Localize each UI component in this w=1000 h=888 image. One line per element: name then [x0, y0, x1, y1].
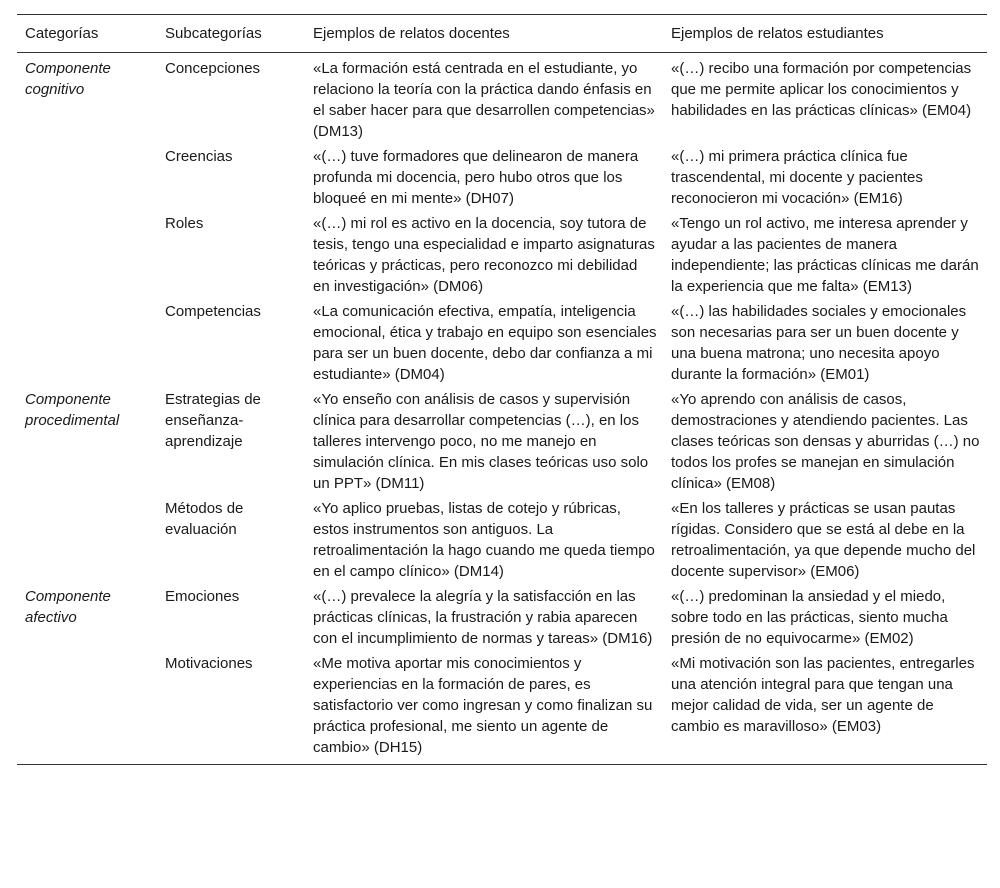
category-cell: [17, 211, 157, 299]
header-subcategorias: Subcategorías: [157, 15, 305, 53]
teacher-quote-cell: «Yo enseño con análisis de casos y supervisión clínica para desarrollar competencias (…), en los talleres intervengo poco, no me manejo en simulación clínica. En mis clases teóricas uso solo un PPT» (DM11): [313, 391, 649, 492]
student-quote-cell: «Yo aprendo con análisis de casos, demostraciones y atendiendo pacientes. Las clases teóricas son densas y aburridas (…) no todos los profes se manejan en simulación clínica» (EM08): [671, 391, 980, 492]
subcategory-cell: Métodos de evaluación: [165, 500, 244, 538]
teacher-quote-cell: «La formación está centrada en el estudiante, yo relaciono la teoría con la práctica dando énfasis en el saber hacer para que desarrollen competencias» (DM13): [313, 60, 655, 140]
table-row: [17, 53, 987, 145]
category-cell: Componente cognitivo: [25, 60, 111, 98]
teacher-quote-cell: «La comunicación efectiva, empatía, inteligencia emocional, ética y trabajo en equipo son esenciales para ser un buen docente, debo dar confianza a mi estudiante» (DM04): [313, 303, 657, 383]
student-quote-cell: «(…) las habilidades sociales y emocionales son necesarias para ser un buen docente y una buena matrona; uno necesita apoyo durante la formación» (EM01): [671, 303, 967, 383]
subcategory-cell: Creencias: [165, 148, 233, 165]
table-row: [17, 651, 987, 765]
student-quote-cell: «En los talleres y prácticas se usan pautas rígidas. Considero que se está al debe en la retroalimentación, ya que depende mucho del docente supervisor» (EM06): [671, 500, 976, 580]
student-quote-cell: «(…) recibo una formación por competencias que me permite aplicar los conocimientos y habilidades en las prácticas clínicas» (EM04): [671, 60, 972, 119]
teacher-quote-cell: «(…) prevalece la alegría y la satisfacción en las prácticas clínicas, la frustración y rabia aparecen con el incumplimiento de normas y tareas» (DM16): [313, 588, 653, 647]
category-cell: [17, 299, 157, 387]
category-cell: [17, 651, 157, 765]
header-relatos-docentes: Ejemplos de relatos docentes: [305, 15, 663, 53]
table-row: [17, 211, 987, 299]
student-quote-cell: «(…) mi primera práctica clínica fue trascendental, mi docente y pacientes reconocieron mi vocación» (EM16): [671, 148, 923, 207]
teacher-quote-cell: «(…) mi rol es activo en la docencia, soy tutora de tesis, tengo una especialidad e imparto asignaturas teóricas y prácticas, pero reconozco mi debilidad en investigación» (DM06): [313, 215, 655, 295]
subcategory-cell: Competencias: [165, 303, 261, 320]
subcategory-cell: Motivaciones: [157, 651, 305, 765]
subcategory-cell: Roles: [165, 215, 204, 232]
table-row: [17, 584, 987, 651]
category-cell: Componente procedimental: [25, 391, 120, 429]
header-relatos-estudiantes: Ejemplos de relatos estudiantes: [663, 15, 987, 53]
student-quote-cell: «Mi motivación son las pacientes, entregarles una atención integral para que tengan una mejor calidad de vida, ser un agente de cambio es maravilloso» (EM03): [663, 651, 987, 765]
student-quote-cell: «Tengo un rol activo, me interesa aprender y ayudar a las pacientes de manera independiente; las prácticas clínicas me darán la experiencia que me falta» (EM13): [671, 215, 979, 295]
header-row: [17, 15, 987, 53]
table-row: [17, 496, 987, 584]
table-container: [17, 14, 987, 765]
table-row: [17, 144, 987, 211]
teacher-quote-cell: «Me motiva aportar mis conocimientos y experiencias en la formación de pares, es satisfactorio ver como ingresan y como finalizan su práctica profesional, me siento un agente de cambio» (DH15): [305, 651, 663, 765]
header-categorias: Categorías: [17, 15, 157, 53]
table-row: [17, 299, 987, 387]
teacher-quote-cell: «Yo aplico pruebas, listas de cotejo y rúbricas, estos instrumentos son antiguos. La retroalimentación la hago cuando me queda tiempo en el campo clínico» (DM14): [313, 500, 655, 580]
category-cell: Componente afectivo: [25, 588, 111, 626]
subcategory-cell: Concepciones: [165, 60, 261, 77]
category-cell: [17, 144, 157, 211]
student-quote-cell: «(…) predominan la ansiedad y el miedo, sobre todo en las prácticas, siento mucha presión de no equivocarme» (EM02): [671, 588, 948, 647]
subcategory-cell: Estrategias de enseñanza-aprendizaje: [165, 391, 261, 450]
teacher-quote-cell: «(…) tuve formadores que delinearon de manera profunda mi docencia, pero hubo otros que los bloqueé en mi mente» (DH07): [313, 148, 639, 207]
table-row: [17, 387, 987, 496]
data-table: [17, 14, 987, 765]
subcategory-cell: Emociones: [165, 588, 240, 605]
category-cell: [17, 496, 157, 584]
